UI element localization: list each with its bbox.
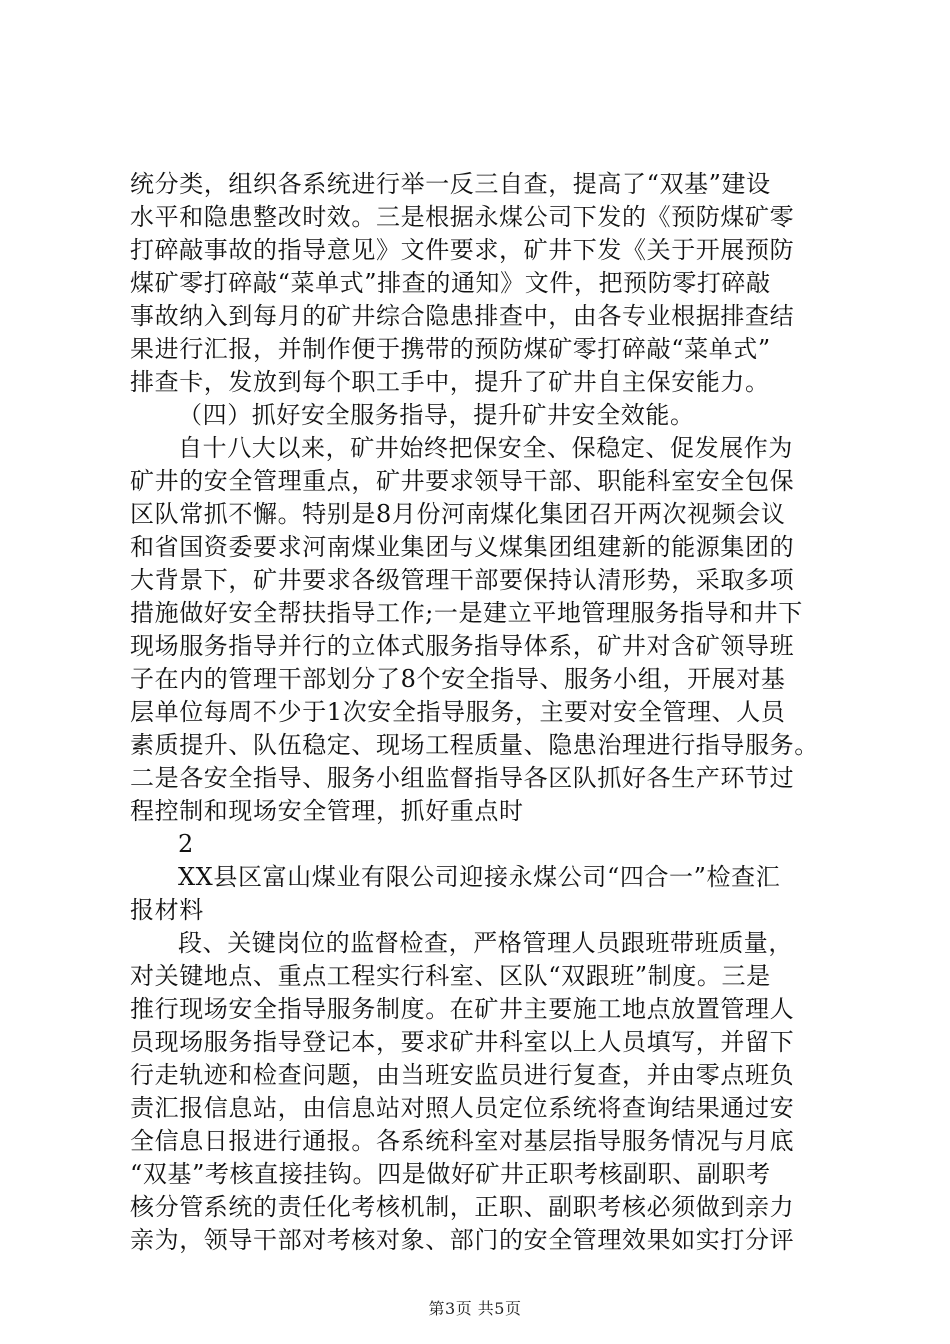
- text-line: 程控制和现场安全管理，抓好重点时: [130, 797, 524, 825]
- text-line: 大背景下，矿井要求各级管理干部要保持认清形势，采取多项: [130, 566, 795, 594]
- text-line: 果进行汇报，并制作便于携带的预防煤矿零打碎敲“菜单式”: [130, 335, 771, 363]
- text-line: 区队常抓不懈。特别是8月份河南煤化集团召开两次视频会议: [130, 500, 786, 528]
- text-line: 矿井的安全管理重点，矿井要求领导干部、职能科室安全包保: [130, 467, 795, 495]
- text-line: 对关键地点、重点工程实行科室、区队“双跟班”制度。三是: [130, 962, 771, 990]
- title-line: 报材料: [130, 896, 204, 924]
- text-line: 行走轨迹和检查问题，由当班安监员进行复查，并由零点班负: [130, 1061, 795, 1089]
- text-line: 核分管系统的责任化考核机制，正职、副职考核必须做到亲力: [130, 1193, 795, 1221]
- text-line: 全信息日报进行通报。各系统科室对基层指导服务情况与月底: [130, 1127, 795, 1155]
- text-line: 自十八大以来，矿井始终把保安全、保稳定、促发展作为: [178, 434, 793, 462]
- document-body: [130, 168, 830, 1257]
- paragraph-2: [130, 432, 830, 828]
- text-line: 煤矿零打碎敲“菜单式”排查的通知》文件，把预防零打碎敲: [130, 269, 771, 297]
- page-footer: [0, 1296, 950, 1319]
- inline-page-number: 2: [178, 830, 194, 858]
- paragraph-1: [130, 168, 830, 399]
- text-line: 员现场服务指导登记本，要求矿井科室以上人员填写，并留下: [130, 1028, 795, 1056]
- text-line: 水平和隐患整改时效。三是根据永煤公司下发的《预防煤矿零: [130, 203, 795, 231]
- text-line: 和省国资委要求河南煤业集团与义煤集团组建新的能源集团的: [130, 533, 795, 561]
- section-heading: （四）抓好安全服务指导，提升矿井安全效能。: [178, 401, 695, 429]
- text-line: 层单位每周不少于1次安全指导服务，主要对安全管理、人员: [130, 698, 786, 726]
- text-line: 子在内的管理干部划分了8个安全指导、服务小组，开展对基: [130, 665, 786, 693]
- text-line: 段、关键岗位的监督检查，严格管理人员跟班带班质量，: [178, 929, 793, 957]
- page-indicator: 第3页 共5页: [428, 1299, 522, 1318]
- document-title: [130, 861, 830, 927]
- text-line: 统分类，组织各系统进行举一反三自查，提高了“双基”建设: [130, 170, 771, 198]
- text-line: 亲为，领导干部对考核对象、部门的安全管理效果如实打分评: [130, 1226, 795, 1254]
- text-line: 现场服务指导并行的立体式服务指导体系，矿井对含矿领导班: [130, 632, 795, 660]
- text-line: 打碎敲事故的指导意见》文件要求，矿井下发《关于开展预防: [130, 236, 795, 264]
- text-line: 措施做好安全帮扶指导工作;一是建立平地管理服务指导和井下: [130, 599, 803, 627]
- text-line: 排查卡，发放到每个职工手中，提升了矿井自主保安能力。: [130, 368, 770, 396]
- text-line: 二是各安全指导、服务小组监督指导各区队抓好各生产环节过: [130, 764, 795, 792]
- text-line: 责汇报信息站，由信息站对照人员定位系统将查询结果通过安: [130, 1094, 795, 1122]
- text-line: “双基”考核直接挂钩。四是做好矿井正职考核副职、副职考: [130, 1160, 771, 1188]
- text-line: 事故纳入到每月的矿井综合隐患排查中，由各专业根据排查结: [130, 302, 795, 330]
- text-line: 素质提升、队伍稳定、现场工程质量、隐患治理进行指导服务。: [130, 731, 819, 759]
- paragraph-3: [130, 927, 830, 1257]
- title-line: XX县区富山煤业有限公司迎接永煤公司“四合一”检查汇: [178, 863, 781, 891]
- text-line: 推行现场安全指导服务制度。在矿井主要施工地点放置管理人: [130, 995, 795, 1023]
